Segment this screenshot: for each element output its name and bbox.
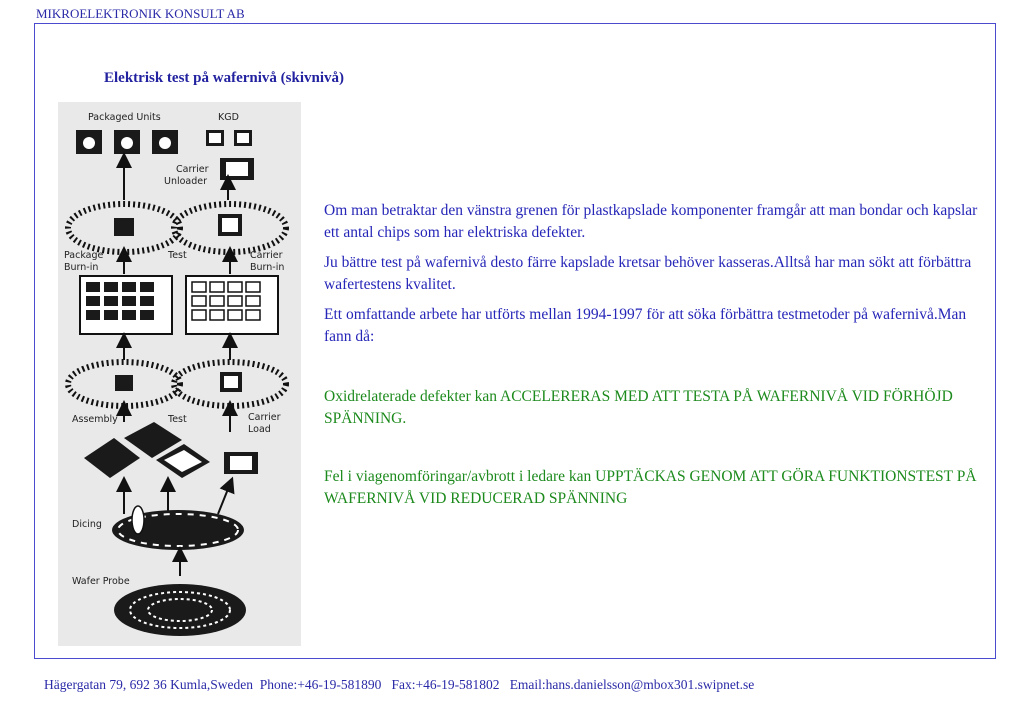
label-carrier-unloader: Carrier (176, 164, 209, 175)
wafer-probe-card (114, 584, 246, 636)
process-flow-figure (58, 102, 301, 646)
company-name: MIKROELEKTRONIK KONSULT AB (36, 6, 245, 21)
paragraph-3: Ett omfattande arbete har utförts mellan 1994-1997 för att söka förbättra testmetoder på wafernivå.Man fann då: (324, 306, 967, 345)
footer-phone: Phone:+46-19-581890 (259, 677, 382, 692)
packaged-unit-icons (76, 130, 178, 154)
slide-body (324, 200, 984, 518)
carrier-burnin-board (186, 276, 278, 334)
finding-2: Fel i viagenomföringar/avbrott i ledare kan UPPTÄCKAS GENOM ATT GÖRA FUNKTIONSTEST PÅ WAFERNIVÅ VID REDUCERAD SPÄNNING (324, 468, 977, 507)
svg-text:Burn-in: Burn-in (250, 262, 285, 273)
carrier-unloader-icon (220, 158, 254, 180)
footer-email: Email:hans.danielsson@mbox301.swipnet.se (509, 677, 755, 692)
upper-wafer-left (68, 204, 180, 252)
footer-contact (44, 677, 754, 693)
slide-title: Elektrisk test på wafernivå (skivnivå) (104, 70, 344, 86)
package-burnin-board (80, 276, 172, 334)
label-assembly: Assembly (72, 414, 118, 425)
svg-text:Load: Load (248, 424, 271, 435)
paragraph-1: Om man betraktar den vänstra grenen för plastkapslade komponenter framgår att man bondar och kapslar ett antal chips som har elektriska defekter. (324, 202, 978, 241)
label-kgd: KGD (218, 112, 239, 123)
label-package-burnin: Package (64, 250, 104, 261)
footer-address: Hägergatan 79, 692 36 Kumla,Sweden (44, 677, 253, 692)
svg-text:Burn-in: Burn-in (64, 262, 99, 273)
label-packaged-units: Packaged Units (88, 112, 161, 123)
assembly-chips (84, 422, 258, 478)
label-carrier-load: Carrier (248, 412, 281, 423)
kgd-icons (206, 130, 252, 146)
dicing-wafer (112, 506, 244, 550)
label-dicing: Dicing (72, 519, 102, 530)
finding-1: Oxidrelaterade defekter kan ACCELERERAS MED ATT TESTA PÅ WAFERNIVÅ VID FÖRHÖJD SPÄNNING. (324, 388, 953, 427)
footer-fax: Fax:+46-19-581802 (391, 677, 500, 692)
label-test-upper: Test (168, 250, 187, 261)
label-wafer-probe: Wafer Probe (72, 576, 130, 587)
lower-wafer-left (68, 362, 180, 406)
label-carrier-burnin: Carrier (250, 250, 283, 261)
upper-wafer-right (174, 204, 286, 252)
lower-wafer-right (174, 362, 286, 406)
label-test-lower: Test (168, 414, 187, 425)
paragraph-2: Ju bättre test på wafernivå desto färre kapslade kretsar behöver kasseras.Alltså har man sökt att förbättra wafertestens kvalitet. (324, 254, 972, 293)
svg-text:Unloader: Unloader (164, 176, 208, 187)
